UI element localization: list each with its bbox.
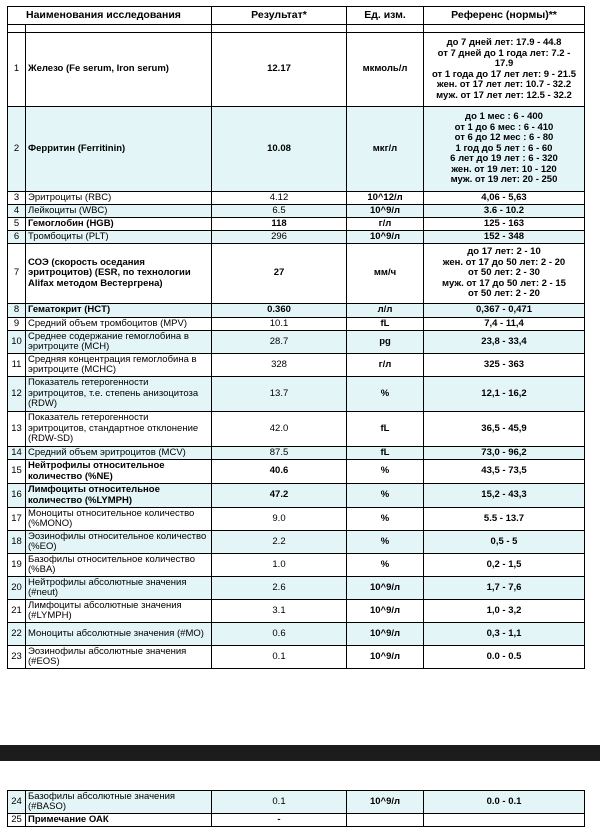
table-row	[8, 205, 585, 218]
test-unit	[347, 814, 424, 827]
table-row	[8, 460, 585, 484]
test-unit: %	[347, 484, 424, 508]
reference-line: 15,2 - 43,3	[481, 489, 527, 501]
table-row	[8, 531, 585, 554]
test-reference	[424, 331, 585, 354]
lab-results-table-page2	[7, 790, 585, 827]
test-reference	[424, 192, 585, 205]
test-name: Показатель гетерогенности эритроцитов, стандартное отклонение (RDW-SD)	[26, 412, 212, 447]
test-name: Среднее содержание гемоглобина в эритроците (MCH)	[26, 331, 212, 354]
test-reference	[424, 447, 585, 460]
test-result: 42.0	[212, 412, 347, 447]
test-result: -	[212, 814, 347, 827]
test-result: 13.7	[212, 377, 347, 412]
test-unit: 10^9/л	[347, 205, 424, 218]
test-reference	[424, 531, 585, 554]
test-reference	[424, 623, 585, 646]
row-number: 23	[8, 646, 26, 669]
test-name: Ферритин (Ferritinin)	[26, 107, 212, 192]
row-number: 6	[8, 231, 26, 244]
reference-line: 12,1 - 16,2	[481, 387, 527, 399]
row-number: 17	[8, 508, 26, 531]
test-unit: %	[347, 508, 424, 531]
row-number: 11	[8, 354, 26, 377]
test-name: Базофилы относительное количество (%BA)	[26, 554, 212, 577]
row-number: 10	[8, 331, 26, 354]
reference-line: 4,06 - 5,63	[481, 191, 527, 203]
test-reference	[424, 460, 585, 484]
test-name: Эозинофилы относительное количество (%EO)	[26, 531, 212, 554]
test-unit: %	[347, 554, 424, 577]
reference-line: 7,4 - 11,4	[484, 317, 524, 329]
header-reference: Референс (нормы)**	[424, 7, 585, 25]
reference-line: от 6 до 12 мес : 6 - 80	[454, 132, 554, 144]
test-result: 27	[212, 244, 347, 304]
table-row	[8, 192, 585, 205]
lab-results-table	[7, 6, 585, 669]
test-reference	[424, 231, 585, 244]
test-name: Гематокрит (HCT)	[26, 304, 212, 318]
test-name: СОЭ (скорость оседания эритроцитов) (ESR, по технологии Alifax методом Вестергрена)	[26, 244, 212, 304]
test-unit: мкмоль/л	[347, 33, 424, 107]
reference-line: 0,2 - 1,5	[486, 558, 522, 570]
test-name: Моноциты абсолютные значения (#MO)	[26, 623, 212, 646]
test-reference	[424, 205, 585, 218]
test-unit: fL	[347, 318, 424, 331]
reference-line: муж. от 17 до 50 лет: 2 - 15	[442, 277, 566, 289]
test-result: 296	[212, 231, 347, 244]
reference-line: 5.5 - 13.7	[483, 512, 525, 524]
test-unit: 10^9/л	[347, 577, 424, 600]
test-result: 87.5	[212, 447, 347, 460]
page-break-band	[0, 745, 600, 761]
reference-line: 6 лет до 19 лет : 6 - 320	[450, 153, 558, 165]
row-number: 14	[8, 447, 26, 460]
row-number: 2	[8, 107, 26, 192]
row-number: 8	[8, 304, 26, 318]
test-unit: 10^12/л	[347, 192, 424, 205]
test-name: Эозинофилы абсолютные значения (#EOS)	[26, 646, 212, 669]
table-row	[8, 33, 585, 107]
table-row	[8, 331, 585, 354]
reference-line: 125 - 163	[483, 217, 525, 229]
table-row	[8, 377, 585, 412]
reference-line: от 1 года до 17 лет лет: 9 - 21.5	[431, 68, 577, 80]
test-result: 10.1	[212, 318, 347, 331]
table-row	[8, 554, 585, 577]
reference-line: от 1 до 6 мес : 6 - 410	[454, 121, 554, 133]
reference-line: до 1 мес : 6 - 400	[465, 111, 543, 123]
test-unit: 10^9/л	[347, 646, 424, 669]
reference-line: 1,0 - 3,2	[486, 604, 522, 616]
table-row	[8, 354, 585, 377]
test-unit: fL	[347, 447, 424, 460]
table-row	[8, 107, 585, 192]
row-number: 5	[8, 218, 26, 231]
row-number: 7	[8, 244, 26, 304]
test-result: 0.6	[212, 623, 347, 646]
table-row	[8, 447, 585, 460]
row-number: 16	[8, 484, 26, 508]
table-row	[8, 623, 585, 646]
reference-line: 23,8 - 33,4	[481, 335, 527, 347]
test-unit: мкг/л	[347, 107, 424, 192]
row-number: 24	[8, 791, 26, 814]
header-unit: Ед. изм.	[347, 7, 424, 25]
test-reference	[424, 554, 585, 577]
test-result: 6.5	[212, 205, 347, 218]
test-unit: 10^9/л	[347, 600, 424, 623]
test-reference	[424, 814, 585, 827]
reference-line: 0,367 - 0,471	[476, 304, 532, 316]
table-header-row	[8, 7, 585, 25]
reference-line: 43,5 - 73,5	[481, 465, 527, 477]
test-name: Нейтрофилы относительное количество (%NE)	[26, 460, 212, 484]
test-reference	[424, 304, 585, 318]
test-reference	[424, 600, 585, 623]
row-number: 20	[8, 577, 26, 600]
test-reference	[424, 244, 585, 304]
table-row	[8, 244, 585, 304]
test-result: 4.12	[212, 192, 347, 205]
test-result: 2.2	[212, 531, 347, 554]
test-result: 0.1	[212, 646, 347, 669]
reference-line: от 50 лет: 2 - 20	[468, 288, 540, 300]
table-row	[8, 218, 585, 231]
table-row	[8, 484, 585, 508]
test-result: 12.17	[212, 33, 347, 107]
row-number: 3	[8, 192, 26, 205]
test-name: Железо (Fe serum, Iron serum)	[26, 33, 212, 107]
row-number: 18	[8, 531, 26, 554]
test-name: Тромбоциты (PLT)	[26, 231, 212, 244]
test-name: Средняя концентрация гемоглобина в эритроците (MCHC)	[26, 354, 212, 377]
test-name: Лимфоциты абсолютные значения (#LYMPH)	[26, 600, 212, 623]
test-unit: %	[347, 377, 424, 412]
test-result: 118	[212, 218, 347, 231]
test-unit: г/л	[347, 218, 424, 231]
test-result: 3.1	[212, 600, 347, 623]
test-reference	[424, 577, 585, 600]
reference-line: муж. от 17 лет лет: 12.5 - 32.2	[436, 89, 572, 101]
test-unit: 10^9/л	[347, 231, 424, 244]
table-row	[8, 791, 585, 814]
reference-line: 73,0 - 96,2	[481, 446, 527, 458]
test-name: Показатель гетерогенности эритроцитов, т.е. степень анизоцитоза (RDW)	[26, 377, 212, 412]
test-name: Средний объем эритроцитов (MCV)	[26, 447, 212, 460]
test-reference	[424, 412, 585, 447]
table-row	[8, 304, 585, 318]
reference-line: 36,5 - 45,9	[481, 422, 527, 434]
test-name: Базофилы абсолютные значения (#BASO)	[26, 791, 212, 814]
test-unit: fL	[347, 412, 424, 447]
table-row	[8, 412, 585, 447]
row-number: 13	[8, 412, 26, 447]
row-number: 22	[8, 623, 26, 646]
test-result: 0.1	[212, 791, 347, 814]
reference-line: 0.0 - 0.5	[486, 650, 522, 662]
test-result: 9.0	[212, 508, 347, 531]
row-number: 1	[8, 33, 26, 107]
test-unit: мм/ч	[347, 244, 424, 304]
test-unit: г/л	[347, 354, 424, 377]
table-row	[8, 577, 585, 600]
reference-line: 1 год до 5 лет : 6 - 60	[455, 142, 553, 154]
test-reference	[424, 508, 585, 531]
test-result: 1.0	[212, 554, 347, 577]
test-reference	[424, 377, 585, 412]
test-reference	[424, 107, 585, 192]
table-row	[8, 814, 585, 827]
row-number: 21	[8, 600, 26, 623]
test-name: Нейтрофилы абсолютные значения (#neut)	[26, 577, 212, 600]
test-result: 28.7	[212, 331, 347, 354]
row-number: 12	[8, 377, 26, 412]
header-result: Результат*	[212, 7, 347, 25]
test-name: Лимфоциты относительное количество (%LYMPH)	[26, 484, 212, 508]
reference-line: муж. от 19 лет: 20 - 250	[450, 174, 558, 186]
test-name: Гемоглобин (HGB)	[26, 218, 212, 231]
test-name: Лейкоциты (WBC)	[26, 205, 212, 218]
test-result: 40.6	[212, 460, 347, 484]
table-row	[8, 646, 585, 669]
test-name: Примечание ОАК	[26, 814, 212, 827]
test-reference	[424, 318, 585, 331]
reference-line: 0,3 - 1,1	[486, 627, 522, 639]
reference-line: 1,7 - 7,6	[486, 581, 522, 593]
reference-line: 0,5 - 5	[490, 535, 518, 547]
test-reference	[424, 791, 585, 814]
test-result: 10.08	[212, 107, 347, 192]
test-unit: pg	[347, 331, 424, 354]
table-row	[8, 600, 585, 623]
reference-line: жен. от 17 до 50 лет: 2 - 20	[442, 256, 566, 268]
reference-line: 17.9	[494, 58, 514, 69]
reference-line: до 17 лет: 2 - 10	[467, 246, 541, 258]
reference-line: от 50 лет: 2 - 30	[468, 267, 540, 279]
test-name: Моноциты относительное количество (%MONO)	[26, 508, 212, 531]
test-unit: %	[347, 460, 424, 484]
reference-line: жен. от 19 лет: 10 - 120	[451, 163, 557, 175]
table-row	[8, 508, 585, 531]
test-result: 328	[212, 354, 347, 377]
reference-line: 152 - 348	[483, 230, 525, 242]
row-number: 25	[8, 814, 26, 827]
test-reference	[424, 646, 585, 669]
test-reference	[424, 484, 585, 508]
test-name: Средний объем тромбоцитов (MPV)	[26, 318, 212, 331]
test-name: Эритроциты (RBC)	[26, 192, 212, 205]
test-unit: л/л	[347, 304, 424, 318]
reference-line: 325 - 363	[483, 358, 525, 370]
reference-line: до 7 дней лет: 17.9 - 44.8	[446, 37, 562, 48]
row-number: 15	[8, 460, 26, 484]
reference-line: жен. от 17 лет лет: 10.7 - 32.2	[436, 79, 572, 90]
test-result: 2.6	[212, 577, 347, 600]
reference-line: от 7 дней до 1 года лет: 7.2 -	[437, 47, 571, 59]
reference-line: 3.6 - 10.2	[483, 204, 525, 216]
row-number: 9	[8, 318, 26, 331]
row-number: 19	[8, 554, 26, 577]
test-result: 0.360	[212, 304, 347, 318]
table-row	[8, 231, 585, 244]
test-reference	[424, 33, 585, 107]
test-unit: %	[347, 531, 424, 554]
header-spacer	[8, 25, 585, 33]
row-number: 4	[8, 205, 26, 218]
header-name: Наименования исследования	[8, 7, 212, 25]
reference-line: 0.0 - 0.1	[486, 795, 522, 807]
test-reference	[424, 354, 585, 377]
test-unit: 10^9/л	[347, 623, 424, 646]
test-reference	[424, 218, 585, 231]
test-unit: 10^9/л	[347, 791, 424, 814]
test-result: 47.2	[212, 484, 347, 508]
table-row	[8, 318, 585, 331]
